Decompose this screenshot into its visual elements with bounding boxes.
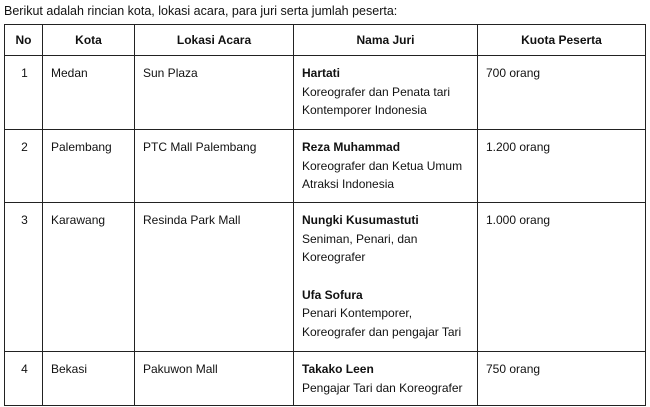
header-venue: Lokasi Acara xyxy=(135,25,294,56)
quota-cell: 750 orang xyxy=(478,352,646,406)
judge-entry xyxy=(302,360,471,397)
judge-role: Pengajar Tari dan Koreografer xyxy=(302,380,463,395)
judge-name: Takako Leen xyxy=(302,362,374,376)
judge-entry xyxy=(302,138,471,194)
judges-cell xyxy=(294,203,478,352)
row-number: 4 xyxy=(5,352,43,406)
judge-role: Koreografer dan Penata tari Kontemporer Indonesia xyxy=(302,84,451,117)
quota-cell: 1.200 orang xyxy=(478,130,646,203)
judges-cell xyxy=(294,352,478,406)
venue-cell: Sun Plaza xyxy=(135,56,294,130)
judge-entry xyxy=(302,211,471,267)
table-row xyxy=(5,130,646,203)
header-city: Kota xyxy=(43,25,135,56)
judge-name: Hartati xyxy=(302,66,341,80)
judge-name: Reza Muhammad xyxy=(302,140,401,154)
judge-role: Penari Kontemporer, Koreografer dan pengajar Tari xyxy=(302,306,462,339)
venue-cell: PTC Mall Palembang xyxy=(135,130,294,203)
row-number: 3 xyxy=(5,203,43,352)
quota-cell: 700 orang xyxy=(478,56,646,130)
judge-entry xyxy=(302,286,471,342)
judge-role: Koreografer dan Ketua Umum Atraksi Indonesia xyxy=(302,158,463,191)
judge-entry xyxy=(302,64,471,120)
judges-cell xyxy=(294,130,478,203)
table-row xyxy=(5,352,646,406)
city-cell: Medan xyxy=(43,56,135,130)
quota-cell: 1.000 orang xyxy=(478,203,646,352)
header-judges: Nama Juri xyxy=(294,25,478,56)
table-header-row xyxy=(5,25,646,56)
city-cell: Bekasi xyxy=(43,352,135,406)
city-cell: Karawang xyxy=(43,203,135,352)
table-row xyxy=(5,203,646,352)
table-row xyxy=(5,56,646,130)
header-no: No xyxy=(5,25,43,56)
row-number: 1 xyxy=(5,56,43,130)
judge-role: Seniman, Penari, dan Koreografer xyxy=(302,231,418,264)
venue-cell: Pakuwon Mall xyxy=(135,352,294,406)
judge-name: Nungki Kusumastuti xyxy=(302,213,419,227)
event-table xyxy=(4,24,646,406)
header-quota: Kuota Peserta xyxy=(478,25,646,56)
row-number: 2 xyxy=(5,130,43,203)
intro-text: Berikut adalah rincian kota, lokasi acara, para juri serta jumlah peserta: xyxy=(4,4,398,18)
judge-name: Ufa Sofura xyxy=(302,287,363,302)
venue-cell: Resinda Park Mall xyxy=(135,203,294,352)
city-cell: Palembang xyxy=(43,130,135,203)
judges-cell xyxy=(294,56,478,130)
